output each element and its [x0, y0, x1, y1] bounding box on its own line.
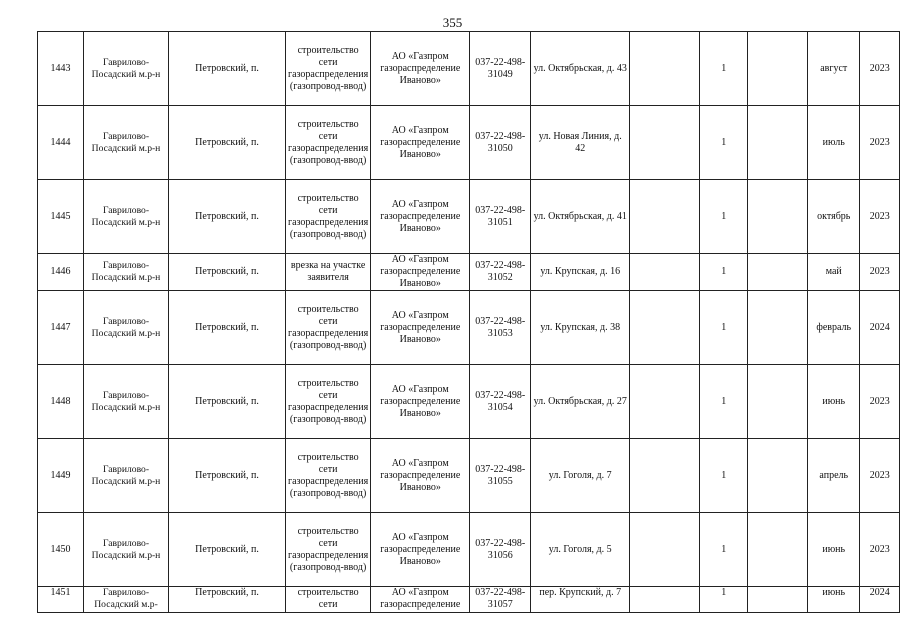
settlement-cell: Петровский, п.	[169, 291, 286, 365]
table-row	[38, 513, 900, 587]
year-cell: 2023	[860, 180, 900, 254]
address-cell: ул. Октябрьская, д. 43	[531, 32, 630, 106]
month-cell: октябрь	[808, 180, 860, 254]
year-cell: 2024	[860, 291, 900, 365]
quantity-cell: 1	[700, 291, 748, 365]
code-cell: 037-22-498-31056	[470, 513, 531, 587]
row-number: 1448	[38, 365, 84, 439]
code-cell: 037-22-498-31052	[470, 254, 531, 291]
district-cell: Гаврилово-Посадский м.р-н	[84, 32, 169, 106]
code-cell: 037-22-498-31055	[470, 439, 531, 513]
quantity-cell: 1	[700, 32, 748, 106]
row-number: 1446	[38, 254, 84, 291]
organization-cell: АО «Газпром газораспределение Иваново»	[371, 254, 470, 291]
row-number: 1443	[38, 32, 84, 106]
table-row	[38, 180, 900, 254]
table-row	[38, 106, 900, 180]
empty-cell	[748, 291, 808, 365]
address-cell: ул. Новая Линия, д. 42	[531, 106, 630, 180]
empty-cell	[748, 513, 808, 587]
empty-cell	[748, 254, 808, 291]
month-cell: февраль	[808, 291, 860, 365]
row-number: 1444	[38, 106, 84, 180]
row-number: 1449	[38, 439, 84, 513]
code-cell: 037-22-498-31050	[470, 106, 531, 180]
empty-cell	[748, 32, 808, 106]
organization-cell: АО «Газпром газораспределение Иваново»	[371, 439, 470, 513]
gasification-table	[37, 31, 900, 613]
empty-cell	[748, 106, 808, 180]
work-type-cell: строительство сети газораспределения (газопровод-ввод)	[286, 32, 371, 106]
organization-cell: АО «Газпром газораспределение	[371, 587, 470, 613]
year-cell: 2023	[860, 439, 900, 513]
address-cell: ул. Гоголя, д. 5	[531, 513, 630, 587]
empty-cell	[630, 291, 700, 365]
settlement-cell: Петровский, п.	[169, 254, 286, 291]
empty-cell	[748, 439, 808, 513]
table-row	[38, 254, 900, 291]
month-cell: май	[808, 254, 860, 291]
organization-cell: АО «Газпром газораспределение Иваново»	[371, 513, 470, 587]
district-cell: Гаврилово-Посадский м.р-	[84, 587, 169, 613]
district-cell: Гаврилово-Посадский м.р-н	[84, 106, 169, 180]
settlement-cell: Петровский, п.	[169, 106, 286, 180]
year-cell: 2023	[860, 254, 900, 291]
address-cell: ул. Октябрьская, д. 41	[531, 180, 630, 254]
organization-cell: АО «Газпром газораспределение Иваново»	[371, 365, 470, 439]
code-cell: 037-22-498-31049	[470, 32, 531, 106]
organization-cell: АО «Газпром газораспределение Иваново»	[371, 291, 470, 365]
row-number: 1451	[38, 587, 84, 613]
month-cell: июнь	[808, 365, 860, 439]
row-number: 1445	[38, 180, 84, 254]
organization-cell: АО «Газпром газораспределение Иваново»	[371, 180, 470, 254]
empty-cell	[630, 587, 700, 613]
empty-cell	[630, 439, 700, 513]
settlement-cell: Петровский, п.	[169, 180, 286, 254]
district-cell: Гаврилово-Посадский м.р-н	[84, 513, 169, 587]
empty-cell	[630, 32, 700, 106]
quantity-cell: 1	[700, 587, 748, 613]
empty-cell	[630, 180, 700, 254]
work-type-cell: строительство сети газораспределения (газопровод-ввод)	[286, 513, 371, 587]
settlement-cell: Петровский, п.	[169, 439, 286, 513]
address-cell: пер. Крупский, д. 7	[531, 587, 630, 613]
quantity-cell: 1	[700, 513, 748, 587]
year-cell: 2024	[860, 587, 900, 613]
code-cell: 037-22-498-31053	[470, 291, 531, 365]
organization-cell: АО «Газпром газораспределение Иваново»	[371, 32, 470, 106]
code-cell: 037-22-498-31057	[470, 587, 531, 613]
table-row	[38, 291, 900, 365]
month-cell: июнь	[808, 513, 860, 587]
address-cell: ул. Октябрьская, д. 27	[531, 365, 630, 439]
work-type-cell: строительство сети газораспределения (газопровод-ввод)	[286, 291, 371, 365]
code-cell: 037-22-498-31054	[470, 365, 531, 439]
year-cell: 2023	[860, 106, 900, 180]
work-type-cell: врезка на участке заявителя	[286, 254, 371, 291]
quantity-cell: 1	[700, 254, 748, 291]
table-row	[38, 439, 900, 513]
year-cell: 2023	[860, 32, 900, 106]
empty-cell	[748, 180, 808, 254]
table-row	[38, 587, 900, 613]
empty-cell	[630, 254, 700, 291]
code-cell: 037-22-498-31051	[470, 180, 531, 254]
settlement-cell: Петровский, п.	[169, 365, 286, 439]
district-cell: Гаврилово-Посадский м.р-н	[84, 180, 169, 254]
address-cell: ул. Крупская, д. 16	[531, 254, 630, 291]
month-cell: апрель	[808, 439, 860, 513]
address-cell: ул. Гоголя, д. 7	[531, 439, 630, 513]
district-cell: Гаврилово-Посадский м.р-н	[84, 254, 169, 291]
row-number: 1447	[38, 291, 84, 365]
empty-cell	[630, 106, 700, 180]
empty-cell	[748, 587, 808, 613]
quantity-cell: 1	[700, 365, 748, 439]
year-cell: 2023	[860, 365, 900, 439]
settlement-cell: Петровский, п.	[169, 513, 286, 587]
quantity-cell: 1	[700, 439, 748, 513]
work-type-cell: строительство сети	[286, 587, 371, 613]
work-type-cell: строительство сети газораспределения (газопровод-ввод)	[286, 180, 371, 254]
quantity-cell: 1	[700, 106, 748, 180]
work-type-cell: строительство сети газораспределения (газопровод-ввод)	[286, 439, 371, 513]
empty-cell	[630, 365, 700, 439]
work-type-cell: строительство сети газораспределения (газопровод-ввод)	[286, 365, 371, 439]
page-number: 355	[442, 15, 463, 30]
work-type-cell: строительство сети газораспределения (газопровод-ввод)	[286, 106, 371, 180]
organization-cell: АО «Газпром газораспределение Иваново»	[371, 106, 470, 180]
settlement-cell: Петровский, п.	[169, 587, 286, 613]
empty-cell	[748, 365, 808, 439]
table-row	[38, 365, 900, 439]
table-row	[38, 32, 900, 106]
quantity-cell: 1	[700, 180, 748, 254]
empty-cell	[630, 513, 700, 587]
district-cell: Гаврилово-Посадский м.р-н	[84, 439, 169, 513]
row-number: 1450	[38, 513, 84, 587]
address-cell: ул. Крупская, д. 38	[531, 291, 630, 365]
settlement-cell: Петровский, п.	[169, 32, 286, 106]
district-cell: Гаврилово-Посадский м.р-н	[84, 365, 169, 439]
year-cell: 2023	[860, 513, 900, 587]
month-cell: июль	[808, 106, 860, 180]
month-cell: июнь	[808, 587, 860, 613]
month-cell: август	[808, 32, 860, 106]
district-cell: Гаврилово-Посадский м.р-н	[84, 291, 169, 365]
